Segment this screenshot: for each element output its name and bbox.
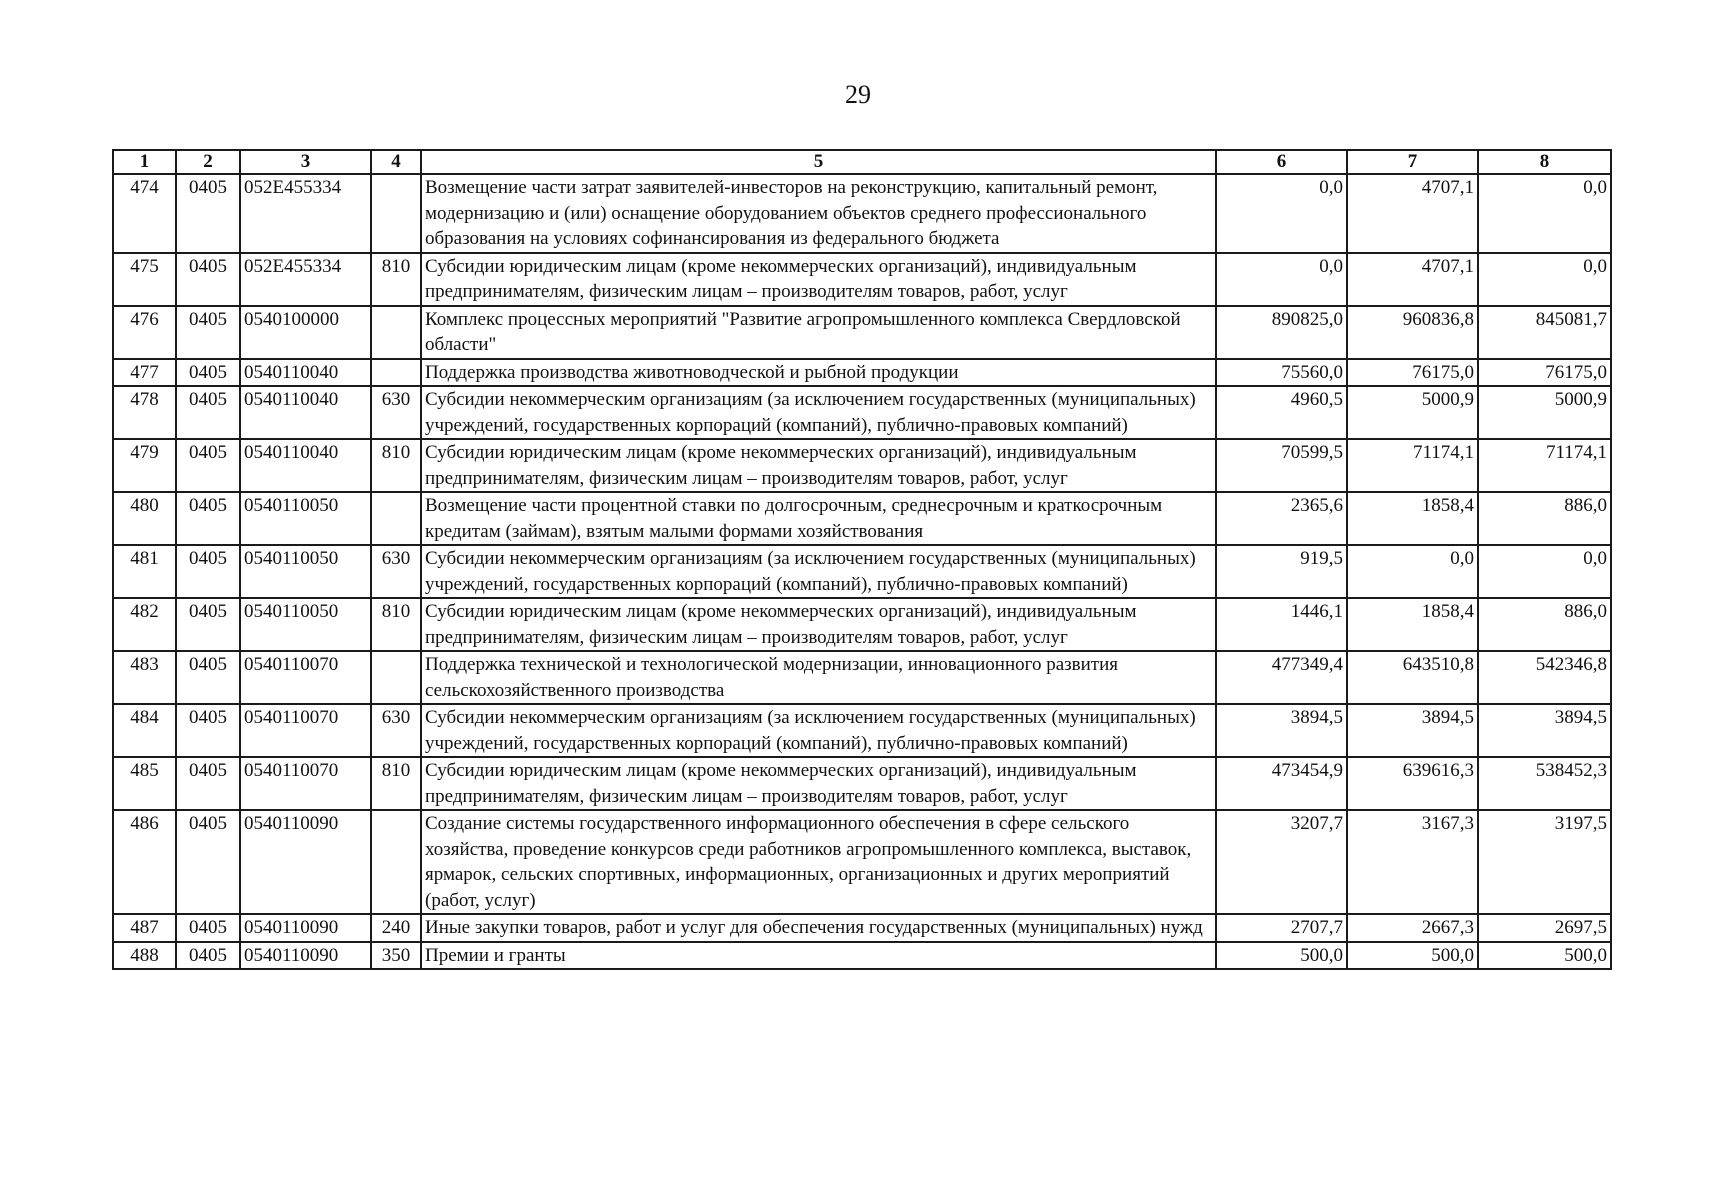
section-code: 0405 [176, 545, 240, 598]
amount-col7: 5000,9 [1347, 386, 1478, 439]
row-number: 488 [113, 942, 176, 970]
header-cell: 7 [1347, 150, 1478, 174]
section-code: 0405 [176, 704, 240, 757]
amount-col8: 542346,8 [1478, 651, 1611, 704]
amount-col8: 76175,0 [1478, 359, 1611, 387]
table-row [113, 359, 1611, 387]
item-name: Субсидии некоммерческим организациям (за исключением государственных (муниципальных) учреждений, государственных корпораций (компаний), публично-правовых компаний) [421, 704, 1216, 757]
section-code: 0405 [176, 439, 240, 492]
item-name: Субсидии юридическим лицам (кроме некоммерческих организаций), индивидуальным предпринимателям, физическим лицам – производителям товаров, работ, услуг [421, 598, 1216, 651]
table-row [113, 942, 1611, 970]
row-number: 477 [113, 359, 176, 387]
table-row [113, 439, 1611, 492]
amount-col6: 1446,1 [1216, 598, 1347, 651]
row-number: 482 [113, 598, 176, 651]
amount-col6: 2365,6 [1216, 492, 1347, 545]
table-row [113, 598, 1611, 651]
row-number: 481 [113, 545, 176, 598]
amount-col7: 960836,8 [1347, 306, 1478, 359]
header-cell: 1 [113, 150, 176, 174]
amount-col6: 0,0 [1216, 174, 1347, 253]
expense-type-code [371, 306, 421, 359]
amount-col8: 886,0 [1478, 492, 1611, 545]
target-article-code: 0540110090 [240, 942, 371, 970]
table-row [113, 492, 1611, 545]
row-number: 484 [113, 704, 176, 757]
budget-table [112, 149, 1612, 970]
row-number: 485 [113, 757, 176, 810]
target-article-code: 052E455334 [240, 253, 371, 306]
item-name: Возмещение части процентной ставки по долгосрочным, среднесрочным и краткосрочным кредитам (займам), взятым малыми формами хозяйствования [421, 492, 1216, 545]
amount-col8: 0,0 [1478, 545, 1611, 598]
amount-col6: 473454,9 [1216, 757, 1347, 810]
item-name: Иные закупки товаров, работ и услуг для обеспечения государственных (муниципальных) нужд [421, 914, 1216, 942]
amount-col6: 890825,0 [1216, 306, 1347, 359]
header-cell: 6 [1216, 150, 1347, 174]
row-number: 486 [113, 810, 176, 914]
item-name: Комплекс процессных мероприятий "Развитие агропромышленного комплекса Свердловской области" [421, 306, 1216, 359]
table-row [113, 757, 1611, 810]
item-name: Субсидии некоммерческим организациям (за исключением государственных (муниципальных) учреждений, государственных корпораций (компаний), публично-правовых компаний) [421, 545, 1216, 598]
expense-type-code: 810 [371, 598, 421, 651]
expense-type-code: 630 [371, 545, 421, 598]
row-number: 479 [113, 439, 176, 492]
target-article-code: 0540110040 [240, 439, 371, 492]
row-number: 483 [113, 651, 176, 704]
table-row [113, 914, 1611, 942]
amount-col7: 639616,3 [1347, 757, 1478, 810]
amount-col6: 4960,5 [1216, 386, 1347, 439]
target-article-code: 0540110050 [240, 492, 371, 545]
target-article-code: 0540110070 [240, 704, 371, 757]
amount-col6: 0,0 [1216, 253, 1347, 306]
amount-col7: 4707,1 [1347, 174, 1478, 253]
amount-col8: 3197,5 [1478, 810, 1611, 914]
target-article-code: 0540110050 [240, 545, 371, 598]
expense-type-code [371, 359, 421, 387]
row-number: 480 [113, 492, 176, 545]
table-row [113, 174, 1611, 253]
amount-col8: 71174,1 [1478, 439, 1611, 492]
item-name: Субсидии юридическим лицам (кроме некоммерческих организаций), индивидуальным предпринимателям, физическим лицам – производителям товаров, работ, услуг [421, 439, 1216, 492]
page-number: 29 [845, 80, 871, 109]
amount-col6: 3207,7 [1216, 810, 1347, 914]
header-cell: 4 [371, 150, 421, 174]
section-code: 0405 [176, 942, 240, 970]
expense-type-code: 810 [371, 439, 421, 492]
table-row [113, 386, 1611, 439]
amount-col7: 643510,8 [1347, 651, 1478, 704]
expense-type-code: 240 [371, 914, 421, 942]
expense-type-code: 630 [371, 704, 421, 757]
item-name: Субсидии некоммерческим организациям (за исключением государственных (муниципальных) учреждений, государственных корпораций (компаний), публично-правовых компаний) [421, 386, 1216, 439]
target-article-code: 052E455334 [240, 174, 371, 253]
target-article-code: 0540110070 [240, 757, 371, 810]
item-name: Субсидии юридическим лицам (кроме некоммерческих организаций), индивидуальным предпринимателям, физическим лицам – производителям товаров, работ, услуг [421, 757, 1216, 810]
section-code: 0405 [176, 598, 240, 651]
expense-type-code [371, 174, 421, 253]
expense-type-code [371, 810, 421, 914]
amount-col7: 1858,4 [1347, 492, 1478, 545]
amount-col8: 500,0 [1478, 942, 1611, 970]
table-row [113, 253, 1611, 306]
amount-col6: 2707,7 [1216, 914, 1347, 942]
row-number: 475 [113, 253, 176, 306]
target-article-code: 0540110070 [240, 651, 371, 704]
table-row [113, 545, 1611, 598]
target-article-code: 0540110090 [240, 810, 371, 914]
item-name: Премии и гранты [421, 942, 1216, 970]
amount-col8: 0,0 [1478, 174, 1611, 253]
table-row [113, 704, 1611, 757]
section-code: 0405 [176, 174, 240, 253]
table-header-row [113, 150, 1611, 174]
amount-col8: 3894,5 [1478, 704, 1611, 757]
expense-type-code [371, 651, 421, 704]
item-name: Возмещение части затрат заявителей-инвесторов на реконструкцию, капитальный ремонт, модернизацию и (или) оснащение оборудованием объектов среднего профессионального образования на условиях софинансирования из федерального бюджета [421, 174, 1216, 253]
row-number: 487 [113, 914, 176, 942]
amount-col8: 538452,3 [1478, 757, 1611, 810]
expense-type-code: 350 [371, 942, 421, 970]
amount-col6: 70599,5 [1216, 439, 1347, 492]
expense-type-code [371, 492, 421, 545]
amount-col6: 500,0 [1216, 942, 1347, 970]
target-article-code: 0540110040 [240, 386, 371, 439]
amount-col7: 0,0 [1347, 545, 1478, 598]
section-code: 0405 [176, 253, 240, 306]
expense-type-code: 810 [371, 757, 421, 810]
amount-col6: 75560,0 [1216, 359, 1347, 387]
amount-col7: 3167,3 [1347, 810, 1478, 914]
amount-col7: 4707,1 [1347, 253, 1478, 306]
item-name: Поддержка технической и технологической модернизации, инновационного развития сельскохозяйственного производства [421, 651, 1216, 704]
expense-type-code: 810 [371, 253, 421, 306]
row-number: 478 [113, 386, 176, 439]
amount-col7: 76175,0 [1347, 359, 1478, 387]
section-code: 0405 [176, 914, 240, 942]
header-cell: 8 [1478, 150, 1611, 174]
table-row [113, 651, 1611, 704]
section-code: 0405 [176, 306, 240, 359]
section-code: 0405 [176, 359, 240, 387]
amount-col7: 500,0 [1347, 942, 1478, 970]
amount-col6: 919,5 [1216, 545, 1347, 598]
item-name: Поддержка производства животноводческой и рыбной продукции [421, 359, 1216, 387]
target-article-code: 0540110090 [240, 914, 371, 942]
table-row [113, 306, 1611, 359]
target-article-code: 0540110050 [240, 598, 371, 651]
table-row [113, 810, 1611, 914]
row-number: 476 [113, 306, 176, 359]
section-code: 0405 [176, 757, 240, 810]
header-cell: 3 [240, 150, 371, 174]
section-code: 0405 [176, 492, 240, 545]
target-article-code: 0540110040 [240, 359, 371, 387]
amount-col7: 2667,3 [1347, 914, 1478, 942]
section-code: 0405 [176, 386, 240, 439]
amount-col8: 845081,7 [1478, 306, 1611, 359]
header-cell: 5 [421, 150, 1216, 174]
section-code: 0405 [176, 651, 240, 704]
amount-col8: 2697,5 [1478, 914, 1611, 942]
header-cell: 2 [176, 150, 240, 174]
amount-col8: 0,0 [1478, 253, 1611, 306]
amount-col8: 5000,9 [1478, 386, 1611, 439]
item-name: Создание системы государственного информационного обеспечения в сфере сельского хозяйства, проведение конкурсов среди работников агропромышленного комплекса, выставок, ярмарок, сельских спортивных, информационных, организационных и других мероприятий (работ, услуг) [421, 810, 1216, 914]
expense-type-code: 630 [371, 386, 421, 439]
amount-col7: 1858,4 [1347, 598, 1478, 651]
section-code: 0405 [176, 810, 240, 914]
target-article-code: 0540100000 [240, 306, 371, 359]
amount-col7: 3894,5 [1347, 704, 1478, 757]
amount-col6: 3894,5 [1216, 704, 1347, 757]
item-name: Субсидии юридическим лицам (кроме некоммерческих организаций), индивидуальным предпринимателям, физическим лицам – производителям товаров, работ, услуг [421, 253, 1216, 306]
amount-col7: 71174,1 [1347, 439, 1478, 492]
row-number: 474 [113, 174, 176, 253]
amount-col6: 477349,4 [1216, 651, 1347, 704]
amount-col8: 886,0 [1478, 598, 1611, 651]
